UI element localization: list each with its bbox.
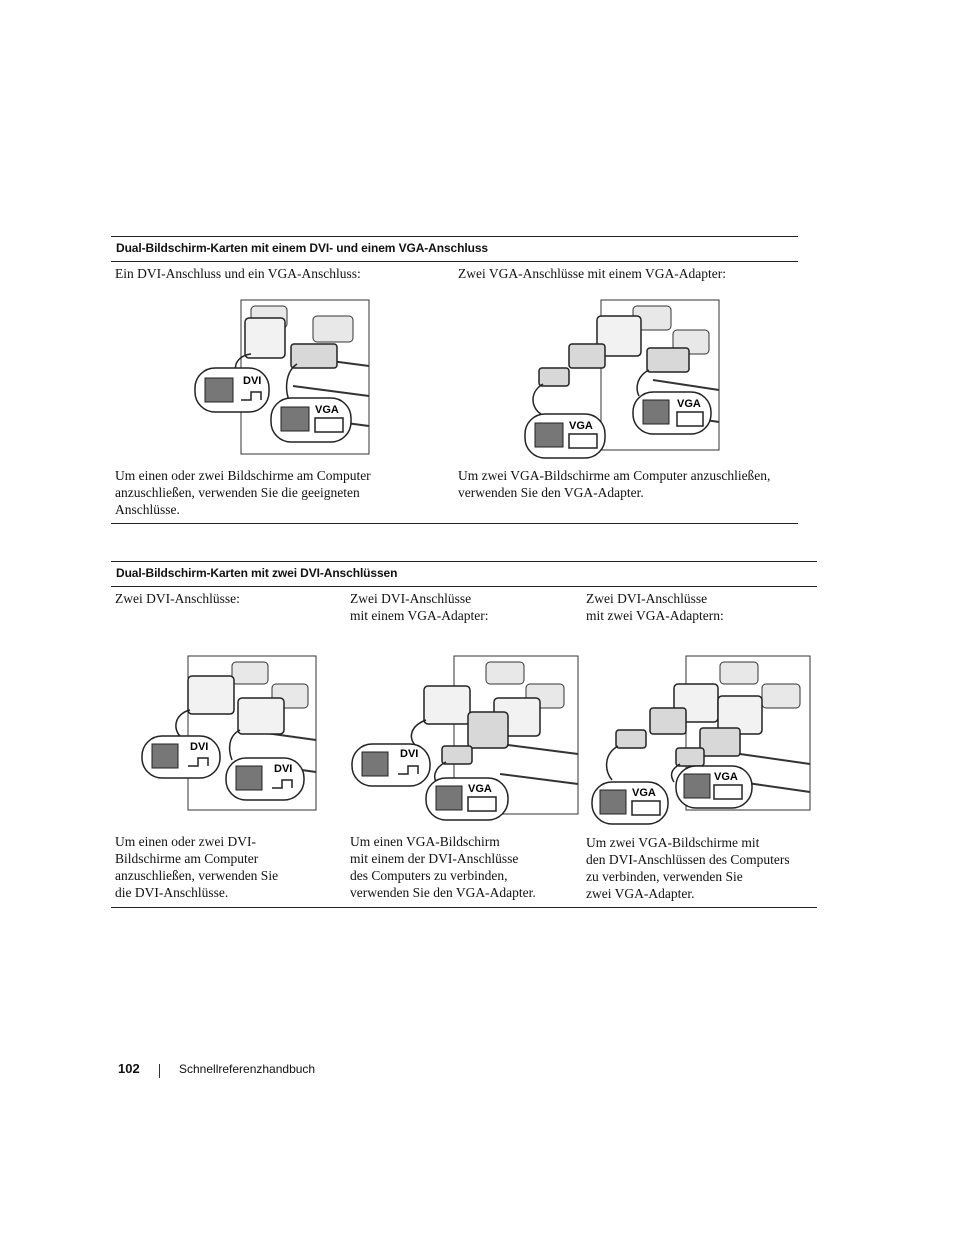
section1-title: Dual-Bildschirm-Karten mit einem DVI- und einem VGA-Anschluss xyxy=(116,241,488,255)
section1-col1-description: Um einen oder zwei Bildschirme am Computer anzuschließen, verwenden Sie die geeigneten Anschlüsse. xyxy=(115,468,371,517)
dvi-monitor-icon xyxy=(195,368,269,412)
section1-top-rule xyxy=(111,236,798,237)
dual-vga-adapter-connection-illustration xyxy=(590,654,812,826)
svg-text:VGA: VGA xyxy=(569,420,593,432)
book-title: Schnellreferenzhandbuch xyxy=(179,1062,316,1076)
section2-header-rule xyxy=(111,586,817,587)
footer-divider xyxy=(159,1064,160,1078)
svg-text:DVI: DVI xyxy=(243,375,262,387)
vga-monitor-icon xyxy=(676,766,752,808)
section1-col2-description: Um zwei VGA-Bildschirme am Computer anzuschließen, verwenden Sie den VGA-Adapter. xyxy=(458,468,771,500)
vga-adapter-connection-illustration xyxy=(523,296,723,460)
section2-title: Dual-Bildschirm-Karten mit zwei DVI-Anschlüssen xyxy=(116,566,398,580)
section2-col2-description: Um einen VGA-Bildschirm mit einem der DVI-Anschlüsse des Computers zu verbinden, verwenden Sie den VGA-Adapter. xyxy=(350,834,536,900)
section1-bottom-rule xyxy=(111,523,798,524)
dvi-monitor-icon xyxy=(226,758,304,800)
svg-text:VGA: VGA xyxy=(315,404,339,416)
dvi-dvi-connection-illustration xyxy=(140,654,318,814)
svg-text:VGA: VGA xyxy=(714,771,738,783)
vga-monitor-icon xyxy=(633,392,711,434)
section2-bottom-rule xyxy=(111,907,817,908)
svg-text:VGA: VGA xyxy=(468,783,492,795)
section2-top-rule xyxy=(111,561,817,562)
section2-col3-description: Um zwei VGA-Bildschirme mit den DVI-Anschlüssen des Computers zu verbinden, verwenden Sie zwei VGA-Adapter. xyxy=(586,835,790,901)
svg-text:DVI: DVI xyxy=(190,741,209,753)
svg-text:VGA: VGA xyxy=(677,398,701,410)
section2-col1-label: Zwei DVI-Anschlüsse: xyxy=(115,591,240,606)
vga-monitor-icon xyxy=(426,778,508,820)
section2-col3-label: Zwei DVI-Anschlüsse mit zwei VGA-Adaptern: xyxy=(586,591,724,623)
vga-monitor-icon xyxy=(592,782,668,824)
section2-col1-description: Um einen oder zwei DVI- Bildschirme am Computer anzuschließen, verwenden Sie die DVI-Anschlüsse. xyxy=(115,834,279,900)
section1-col1-label: Ein DVI-Anschluss und ein VGA-Anschluss: xyxy=(115,266,361,281)
dvi-monitor-icon xyxy=(352,744,430,786)
vga-monitor-icon xyxy=(271,398,351,442)
svg-text:VGA: VGA xyxy=(632,787,656,799)
svg-text:DVI: DVI xyxy=(274,763,293,775)
section1-header-rule xyxy=(111,261,798,262)
page-number: 102 xyxy=(118,1061,140,1076)
vga-monitor-icon xyxy=(525,414,605,458)
section2-col2-label: Zwei DVI-Anschlüsse mit einem VGA-Adapter: xyxy=(350,591,489,623)
dvi-vga-adapter-connection-illustration xyxy=(350,654,580,822)
section1-col2-label: Zwei VGA-Anschlüsse mit einem VGA-Adapter: xyxy=(458,266,726,281)
dvi-vga-connection-illustration xyxy=(193,296,373,458)
svg-text:DVI: DVI xyxy=(400,748,419,760)
dvi-monitor-icon xyxy=(142,736,220,778)
